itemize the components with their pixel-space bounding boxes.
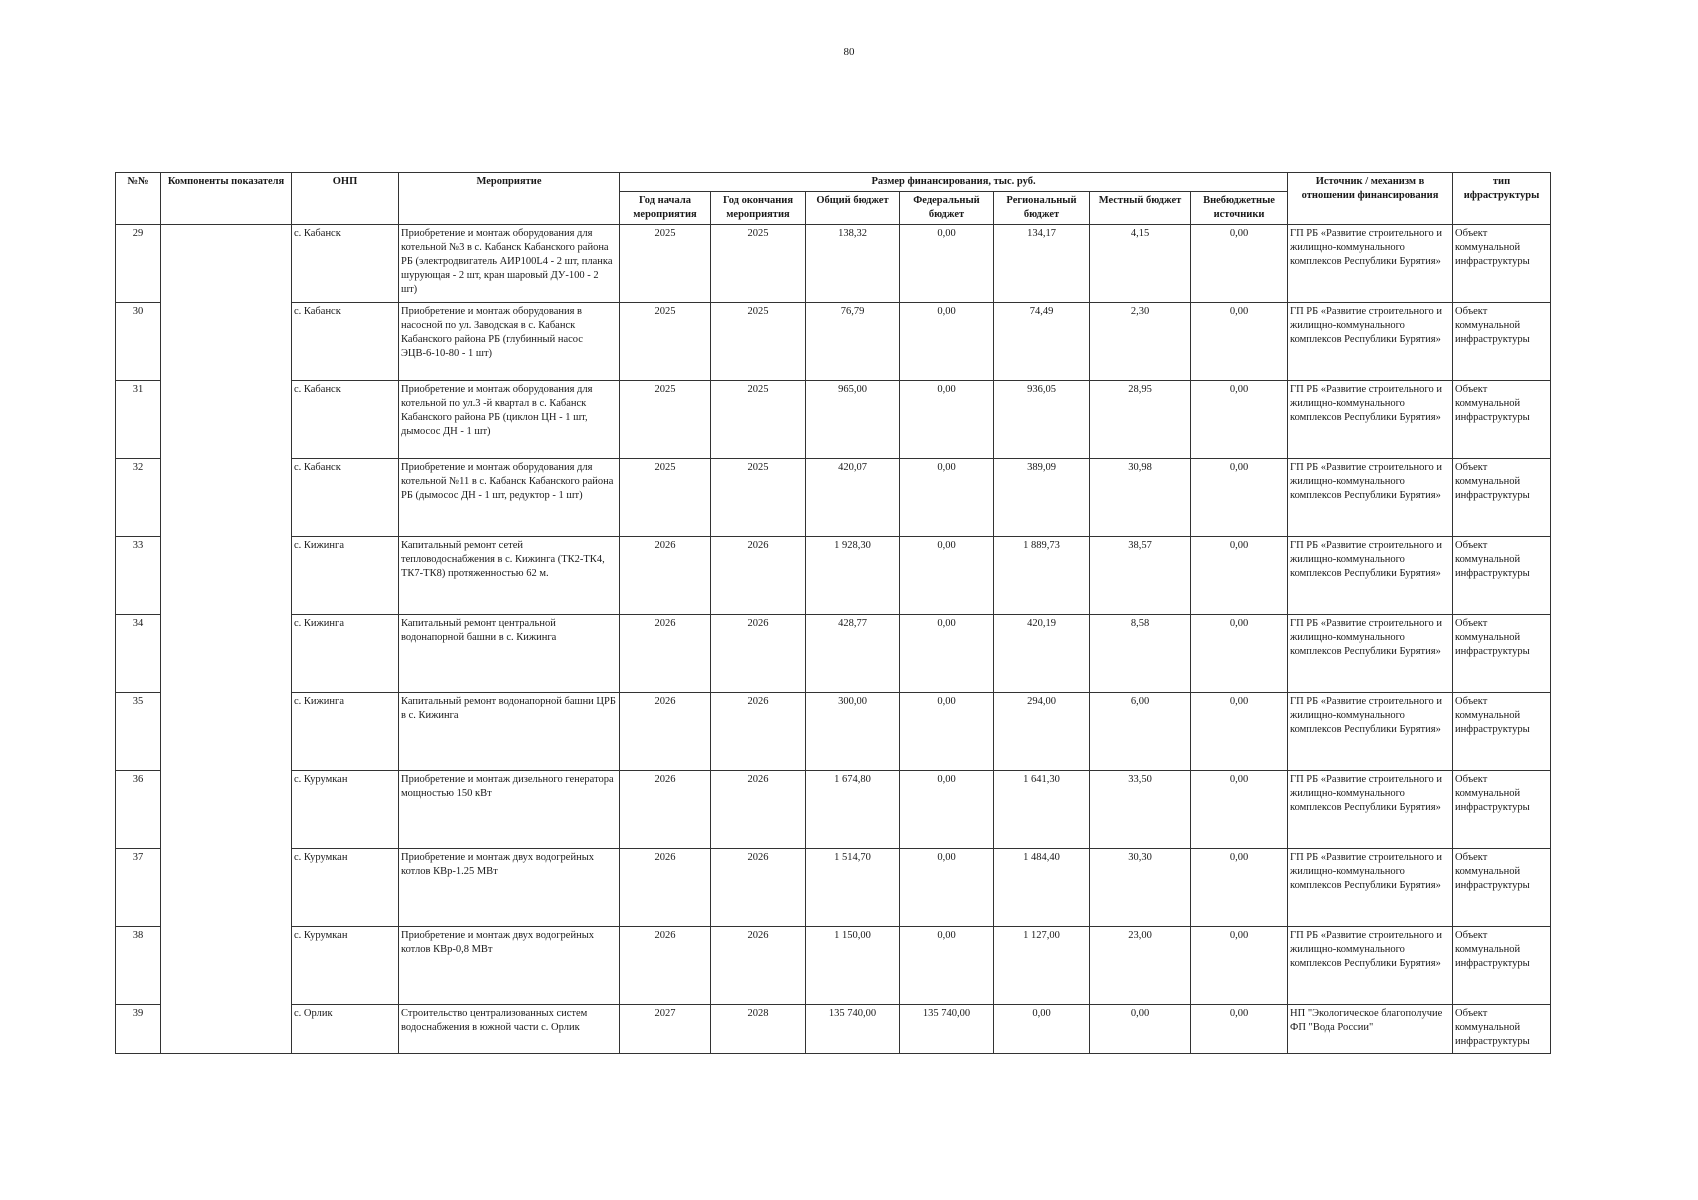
- cell-type: Объект коммунальной инфраструктуры: [1453, 225, 1551, 303]
- cell-source: ГП РБ «Развитие строительного и жилищно-коммунального комплексов Республики Бурятия»: [1288, 927, 1453, 1005]
- cell-num: 29: [116, 225, 161, 303]
- cell-num: 33: [116, 537, 161, 615]
- cell-extra: 0,00: [1191, 1005, 1288, 1054]
- cell-start: 2027: [620, 1005, 711, 1054]
- cell-source: ГП РБ «Развитие строительного и жилищно-коммунального комплексов Республики Бурятия»: [1288, 381, 1453, 459]
- cell-federal: 0,00: [900, 381, 994, 459]
- cell-start: 2025: [620, 225, 711, 303]
- table-row: [116, 615, 1551, 693]
- cell-event: Приобретение и монтаж оборудования для котельной №11 в с. Кабанск Кабанского района РБ (дымосос ДН - 1 шт, редуктор - 1 шт): [399, 459, 620, 537]
- cell-onp: с. Кабанск: [292, 381, 399, 459]
- cell-source: ГП РБ «Развитие строительного и жилищно-коммунального комплексов Республики Бурятия»: [1288, 849, 1453, 927]
- cell-num: 34: [116, 615, 161, 693]
- cell-federal: 0,00: [900, 459, 994, 537]
- cell-source: ГП РБ «Развитие строительного и жилищно-коммунального комплексов Республики Бурятия»: [1288, 537, 1453, 615]
- cell-total: 300,00: [806, 693, 900, 771]
- cell-type: Объект коммунальной инфраструктуры: [1453, 459, 1551, 537]
- cell-event: Капитальный ремонт водонапорной башни ЦРБ в с. Кижинга: [399, 693, 620, 771]
- cell-extra: 0,00: [1191, 459, 1288, 537]
- cell-total: 428,77: [806, 615, 900, 693]
- cell-event: Приобретение и монтаж оборудования для котельной №3 в с. Кабанск Кабанского района РБ (электродвигатель АИР100L4 - 2 шт, планка шурующая - 2 шт, кран шаровый ДУ-100 - 2 шт): [399, 225, 620, 303]
- cell-regional: 294,00: [994, 693, 1090, 771]
- cell-local: 2,30: [1090, 303, 1191, 381]
- cell-source: ГП РБ «Развитие строительного и жилищно-коммунального комплексов Республики Бурятия»: [1288, 693, 1453, 771]
- cell-event: Приобретение и монтаж оборудования в насосной по ул. Заводская в с. Кабанск Кабанского района РБ (глубинный насос ЭЦВ-6-10-80 - 1 шт): [399, 303, 620, 381]
- table-row: [116, 225, 1551, 303]
- cell-start: 2026: [620, 927, 711, 1005]
- header-component: Компоненты показателя: [161, 173, 292, 225]
- cell-event: Приобретение и монтаж двух водогрейных котлов КВр-1.25 МВт: [399, 849, 620, 927]
- header-funding: Размер финансирования, тыс. руб.: [620, 173, 1288, 192]
- cell-regional: 420,19: [994, 615, 1090, 693]
- cell-onp: с. Курумкан: [292, 849, 399, 927]
- cell-num: 37: [116, 849, 161, 927]
- cell-end: 2026: [711, 615, 806, 693]
- cell-regional: 74,49: [994, 303, 1090, 381]
- cell-extra: 0,00: [1191, 849, 1288, 927]
- cell-local: 6,00: [1090, 693, 1191, 771]
- cell-end: 2025: [711, 225, 806, 303]
- cell-federal: 0,00: [900, 537, 994, 615]
- cell-local: 0,00: [1090, 1005, 1191, 1054]
- cell-source: ГП РБ «Развитие строительного и жилищно-коммунального комплексов Республики Бурятия»: [1288, 225, 1453, 303]
- cell-total: 76,79: [806, 303, 900, 381]
- cell-extra: 0,00: [1191, 303, 1288, 381]
- cell-federal: 0,00: [900, 303, 994, 381]
- cell-onp: с. Кижинга: [292, 693, 399, 771]
- header-federal: Федеральный бюджет: [900, 192, 994, 225]
- page-number: 80: [843, 46, 855, 58]
- cell-num: 36: [116, 771, 161, 849]
- cell-regional: 936,05: [994, 381, 1090, 459]
- funding-table: [115, 172, 1551, 1054]
- cell-federal: 135 740,00: [900, 1005, 994, 1054]
- cell-type: Объект коммунальной инфраструктуры: [1453, 303, 1551, 381]
- cell-num: 39: [116, 1005, 161, 1054]
- cell-regional: 1 889,73: [994, 537, 1090, 615]
- cell-source: ГП РБ «Развитие строительного и жилищно-коммунального комплексов Республики Бурятия»: [1288, 771, 1453, 849]
- cell-end: 2026: [711, 927, 806, 1005]
- table-row: [116, 693, 1551, 771]
- cell-extra: 0,00: [1191, 615, 1288, 693]
- cell-event: Приобретение и монтаж оборудования для котельной по ул.3 -й квартал в с. Кабанск Кабанского района РБ (циклон ЦН - 1 шт, дымосос ДН - 1 шт): [399, 381, 620, 459]
- cell-start: 2026: [620, 537, 711, 615]
- cell-local: 23,00: [1090, 927, 1191, 1005]
- cell-component: [161, 225, 292, 1054]
- cell-source: НП "Экологическое благополучие ФП "Вода России": [1288, 1005, 1453, 1054]
- cell-source: ГП РБ «Развитие строительного и жилищно-коммунального комплексов Республики Бурятия»: [1288, 303, 1453, 381]
- header-num: №№: [116, 173, 161, 225]
- cell-local: 28,95: [1090, 381, 1191, 459]
- cell-source: ГП РБ «Развитие строительного и жилищно-коммунального комплексов Республики Бурятия»: [1288, 459, 1453, 537]
- cell-regional: 0,00: [994, 1005, 1090, 1054]
- cell-onp: с. Орлик: [292, 1005, 399, 1054]
- cell-start: 2026: [620, 849, 711, 927]
- header-total: Общий бюджет: [806, 192, 900, 225]
- cell-federal: 0,00: [900, 225, 994, 303]
- cell-onp: с. Кабанск: [292, 303, 399, 381]
- cell-federal: 0,00: [900, 927, 994, 1005]
- header-source: Источник / механизм в отношении финансирования: [1288, 173, 1453, 225]
- cell-local: 30,98: [1090, 459, 1191, 537]
- cell-start: 2025: [620, 459, 711, 537]
- header-start-year: Год начала мероприятия: [620, 192, 711, 225]
- cell-onp: с. Кижинга: [292, 537, 399, 615]
- cell-extra: 0,00: [1191, 771, 1288, 849]
- cell-start: 2026: [620, 693, 711, 771]
- cell-extra: 0,00: [1191, 927, 1288, 1005]
- cell-federal: 0,00: [900, 615, 994, 693]
- cell-onp: с. Курумкан: [292, 771, 399, 849]
- table-row: [116, 303, 1551, 381]
- header-infra-type: тип ифраструктуры: [1453, 173, 1551, 225]
- cell-num: 38: [116, 927, 161, 1005]
- cell-start: 2025: [620, 303, 711, 381]
- cell-extra: 0,00: [1191, 693, 1288, 771]
- cell-total: 1 514,70: [806, 849, 900, 927]
- cell-local: 4,15: [1090, 225, 1191, 303]
- cell-regional: 134,17: [994, 225, 1090, 303]
- cell-end: 2026: [711, 849, 806, 927]
- cell-local: 38,57: [1090, 537, 1191, 615]
- cell-type: Объект коммунальной инфраструктуры: [1453, 615, 1551, 693]
- cell-extra: 0,00: [1191, 381, 1288, 459]
- cell-regional: 1 484,40: [994, 849, 1090, 927]
- cell-type: Объект коммунальной инфраструктуры: [1453, 849, 1551, 927]
- table-row: [116, 849, 1551, 927]
- cell-local: 8,58: [1090, 615, 1191, 693]
- cell-regional: 1 641,30: [994, 771, 1090, 849]
- cell-total: 1 674,80: [806, 771, 900, 849]
- table-row: [116, 1005, 1551, 1054]
- cell-end: 2025: [711, 459, 806, 537]
- cell-event: Строительство централизованных систем водоснабжения в южной части с. Орлик: [399, 1005, 620, 1054]
- table-row: [116, 459, 1551, 537]
- cell-federal: 0,00: [900, 771, 994, 849]
- cell-extra: 0,00: [1191, 225, 1288, 303]
- cell-onp: с. Курумкан: [292, 927, 399, 1005]
- header-onp: ОНП: [292, 173, 399, 225]
- cell-total: 1 150,00: [806, 927, 900, 1005]
- table-row: [116, 537, 1551, 615]
- cell-source: ГП РБ «Развитие строительного и жилищно-коммунального комплексов Республики Бурятия»: [1288, 615, 1453, 693]
- cell-end: 2026: [711, 771, 806, 849]
- cell-total: 135 740,00: [806, 1005, 900, 1054]
- table-body: [116, 225, 1551, 1054]
- cell-total: 138,32: [806, 225, 900, 303]
- cell-event: Капитальный ремонт центральной водонапорной башни в с. Кижинга: [399, 615, 620, 693]
- cell-type: Объект коммунальной инфраструктуры: [1453, 381, 1551, 459]
- cell-federal: 0,00: [900, 693, 994, 771]
- cell-onp: с. Кабанск: [292, 459, 399, 537]
- cell-event: Капитальный ремонт сетей тепловодоснабжения в с. Кижинга (ТК2-ТК4, ТК7-ТК8) протяженностью 62 м.: [399, 537, 620, 615]
- cell-start: 2026: [620, 615, 711, 693]
- header-regional: Региональный бюджет: [994, 192, 1090, 225]
- cell-end: 2025: [711, 381, 806, 459]
- cell-total: 965,00: [806, 381, 900, 459]
- cell-type: Объект коммунальной инфраструктуры: [1453, 927, 1551, 1005]
- cell-regional: 1 127,00: [994, 927, 1090, 1005]
- cell-num: 32: [116, 459, 161, 537]
- cell-num: 30: [116, 303, 161, 381]
- cell-total: 1 928,30: [806, 537, 900, 615]
- cell-regional: 389,09: [994, 459, 1090, 537]
- cell-type: Объект коммунальной инфраструктуры: [1453, 1005, 1551, 1054]
- cell-federal: 0,00: [900, 849, 994, 927]
- cell-onp: с. Кабанск: [292, 225, 399, 303]
- header-end-year: Год окончания мероприятия: [711, 192, 806, 225]
- header-local: Местный бюджет: [1090, 192, 1191, 225]
- cell-extra: 0,00: [1191, 537, 1288, 615]
- cell-event: Приобретение и монтаж дизельного генератора мощностью 150 кВт: [399, 771, 620, 849]
- table-row: [116, 927, 1551, 1005]
- cell-local: 33,50: [1090, 771, 1191, 849]
- header-extra: Внебюджетные источники: [1191, 192, 1288, 225]
- table-row: [116, 381, 1551, 459]
- cell-type: Объект коммунальной инфраструктуры: [1453, 537, 1551, 615]
- cell-start: 2025: [620, 381, 711, 459]
- cell-end: 2028: [711, 1005, 806, 1054]
- header-event: Мероприятие: [399, 173, 620, 225]
- cell-end: 2025: [711, 303, 806, 381]
- cell-local: 30,30: [1090, 849, 1191, 927]
- cell-event: Приобретение и монтаж двух водогрейных котлов КВр-0,8 МВт: [399, 927, 620, 1005]
- cell-type: Объект коммунальной инфраструктуры: [1453, 771, 1551, 849]
- cell-num: 31: [116, 381, 161, 459]
- cell-end: 2026: [711, 537, 806, 615]
- cell-start: 2026: [620, 771, 711, 849]
- table-row: [116, 771, 1551, 849]
- cell-num: 35: [116, 693, 161, 771]
- cell-onp: с. Кижинга: [292, 615, 399, 693]
- cell-end: 2026: [711, 693, 806, 771]
- cell-total: 420,07: [806, 459, 900, 537]
- cell-type: Объект коммунальной инфраструктуры: [1453, 693, 1551, 771]
